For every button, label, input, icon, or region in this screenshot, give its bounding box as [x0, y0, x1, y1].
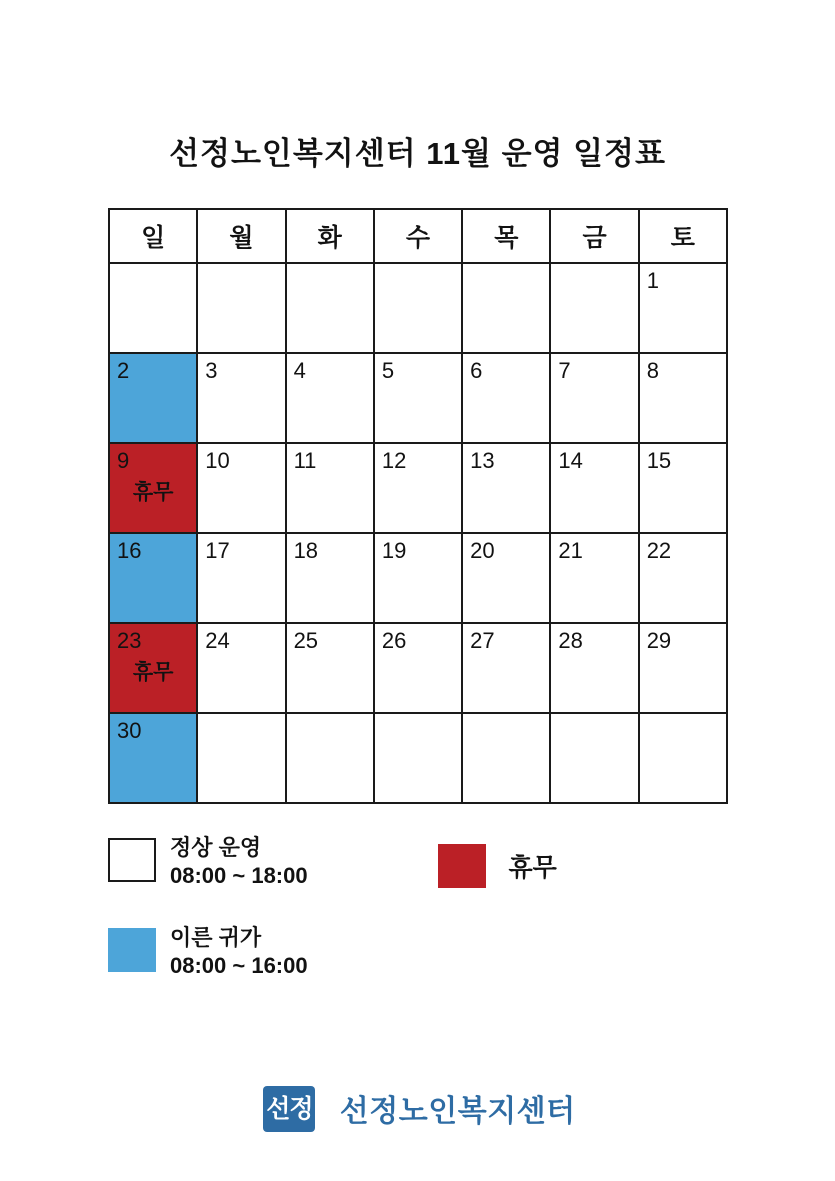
calendar-day-cell: [109, 533, 197, 623]
calendar-day-cell: [550, 533, 638, 623]
legend-hours-normal: 08:00 ~ 18:00: [170, 862, 308, 888]
day-number: 2: [117, 358, 130, 383]
legend-label-normal: 정상 운영: [170, 835, 262, 860]
calendar-day-cell: [639, 533, 727, 623]
calendar-day-cell: [550, 443, 638, 533]
calendar-week-row: [109, 353, 727, 443]
day-number: 5: [381, 358, 395, 383]
calendar-day-cell: [197, 533, 285, 623]
day-number: 8: [646, 358, 659, 383]
calendar-day-cell: [109, 623, 197, 713]
calendar-day-cell: [639, 623, 727, 713]
day-number: 7: [558, 358, 571, 383]
calendar-day-cell: [197, 443, 285, 533]
day-number: 14: [558, 448, 583, 473]
day-note: 휴무: [132, 661, 174, 684]
calendar-container: [108, 208, 728, 804]
legend-label-closed: 휴무: [508, 854, 557, 882]
calendar-day-cell: [286, 353, 374, 443]
calendar-body: [109, 263, 727, 803]
legend-label-early: 이른 귀가: [170, 925, 262, 950]
day-number: 12: [381, 448, 407, 473]
calendar-week-row: [109, 533, 727, 623]
brand-lockup: [259, 1078, 575, 1138]
calendar-day-cell: [462, 713, 550, 803]
legend-swatch-closed: [438, 844, 486, 888]
weekday-header-fri: 금: [550, 209, 638, 263]
legend-hours-early: 08:00 ~ 16:00: [170, 952, 308, 978]
calendar-day-cell: [286, 533, 374, 623]
day-number: 18: [293, 538, 319, 563]
legend-text-normal: [170, 834, 308, 889]
weekday-header-tue: 화: [286, 209, 374, 263]
weekday-header-mon: 월: [197, 209, 285, 263]
calendar-day-cell: [286, 263, 374, 353]
day-number: 28: [558, 628, 583, 653]
calendar-day-cell: [109, 443, 197, 533]
day-number: 10: [205, 448, 230, 473]
day-note: 휴무: [132, 481, 174, 504]
weekday-header-wed: 수: [374, 209, 462, 263]
day-number: 21: [558, 538, 583, 563]
weekday-header-sat: 토: [639, 209, 727, 263]
day-number: 25: [293, 628, 319, 653]
day-number: 3: [205, 358, 218, 383]
calendar-day-cell: [286, 623, 374, 713]
calendar-day-cell: [462, 353, 550, 443]
calendar-day-cell: [109, 263, 197, 353]
day-number: 9: [117, 448, 130, 473]
day-number: 1: [646, 268, 659, 293]
organization-name: 선정노인복지센터: [339, 1095, 576, 1128]
legend: [108, 835, 728, 990]
calendar-day-cell: [109, 353, 197, 443]
calendar-week-row: [109, 713, 727, 803]
calendar-day-cell: [374, 533, 462, 623]
calendar-week-row: [109, 263, 727, 353]
calendar-day-cell: [197, 713, 285, 803]
calendar-day-cell: [639, 263, 727, 353]
calendar-table: [108, 208, 728, 804]
calendar-day-cell: [374, 443, 462, 533]
calendar-day-cell: [639, 353, 727, 443]
weekday-header-row: [109, 209, 727, 263]
calendar-day-cell: [462, 533, 550, 623]
calendar-day-cell: [197, 623, 285, 713]
calendar-day-cell: [286, 443, 374, 533]
weekday-header-thu: 목: [462, 209, 550, 263]
legend-row-closed: [438, 844, 557, 888]
day-number: 6: [470, 358, 483, 383]
calendar-day-cell: [197, 263, 285, 353]
calendar-day-cell: [462, 263, 550, 353]
day-number: 15: [646, 448, 672, 473]
calendar-day-cell: [374, 353, 462, 443]
calendar-day-cell: [462, 443, 550, 533]
day-number: 13: [470, 448, 495, 473]
day-number: 24: [205, 628, 230, 653]
legend-row-normal: [108, 835, 728, 900]
calendar-day-cell: [550, 623, 638, 713]
calendar-day-cell: [550, 353, 638, 443]
page-title: 선정노인복지센터 11월 운영 일정표: [169, 136, 666, 171]
legend-swatch-early: [108, 928, 156, 972]
calendar-day-cell: [374, 263, 462, 353]
legend-row-early: [108, 925, 728, 990]
calendar-week-row: [109, 623, 727, 713]
calendar-day-cell: [374, 713, 462, 803]
calendar-day-cell: [639, 443, 727, 533]
calendar-day-cell: [550, 713, 638, 803]
day-number: 30: [117, 718, 142, 743]
day-number: 11: [293, 448, 317, 473]
logo-glyph-text: 선정: [266, 1095, 313, 1123]
weekday-header-sun: 일: [109, 209, 197, 263]
calendar-day-cell: [197, 353, 285, 443]
day-number: 17: [205, 538, 230, 563]
day-number: 26: [381, 628, 407, 653]
footer: [0, 1078, 835, 1138]
calendar-week-row: [109, 443, 727, 533]
organization-logo-icon: [259, 1078, 321, 1138]
calendar-day-cell: [374, 623, 462, 713]
calendar-day-cell: [109, 713, 197, 803]
day-number: 4: [293, 358, 306, 383]
calendar-day-cell: [550, 263, 638, 353]
calendar-day-cell: [462, 623, 550, 713]
calendar-day-cell: [286, 713, 374, 803]
day-number: 20: [470, 538, 495, 563]
day-number: 27: [470, 628, 495, 653]
legend-swatch-normal: [108, 838, 156, 882]
day-number: 19: [381, 538, 407, 563]
day-number: 16: [117, 538, 142, 563]
calendar-day-cell: [639, 713, 727, 803]
day-number: 22: [646, 538, 672, 563]
day-number: 23: [117, 628, 142, 653]
day-number: 29: [646, 628, 672, 653]
legend-text-early: [170, 924, 308, 979]
